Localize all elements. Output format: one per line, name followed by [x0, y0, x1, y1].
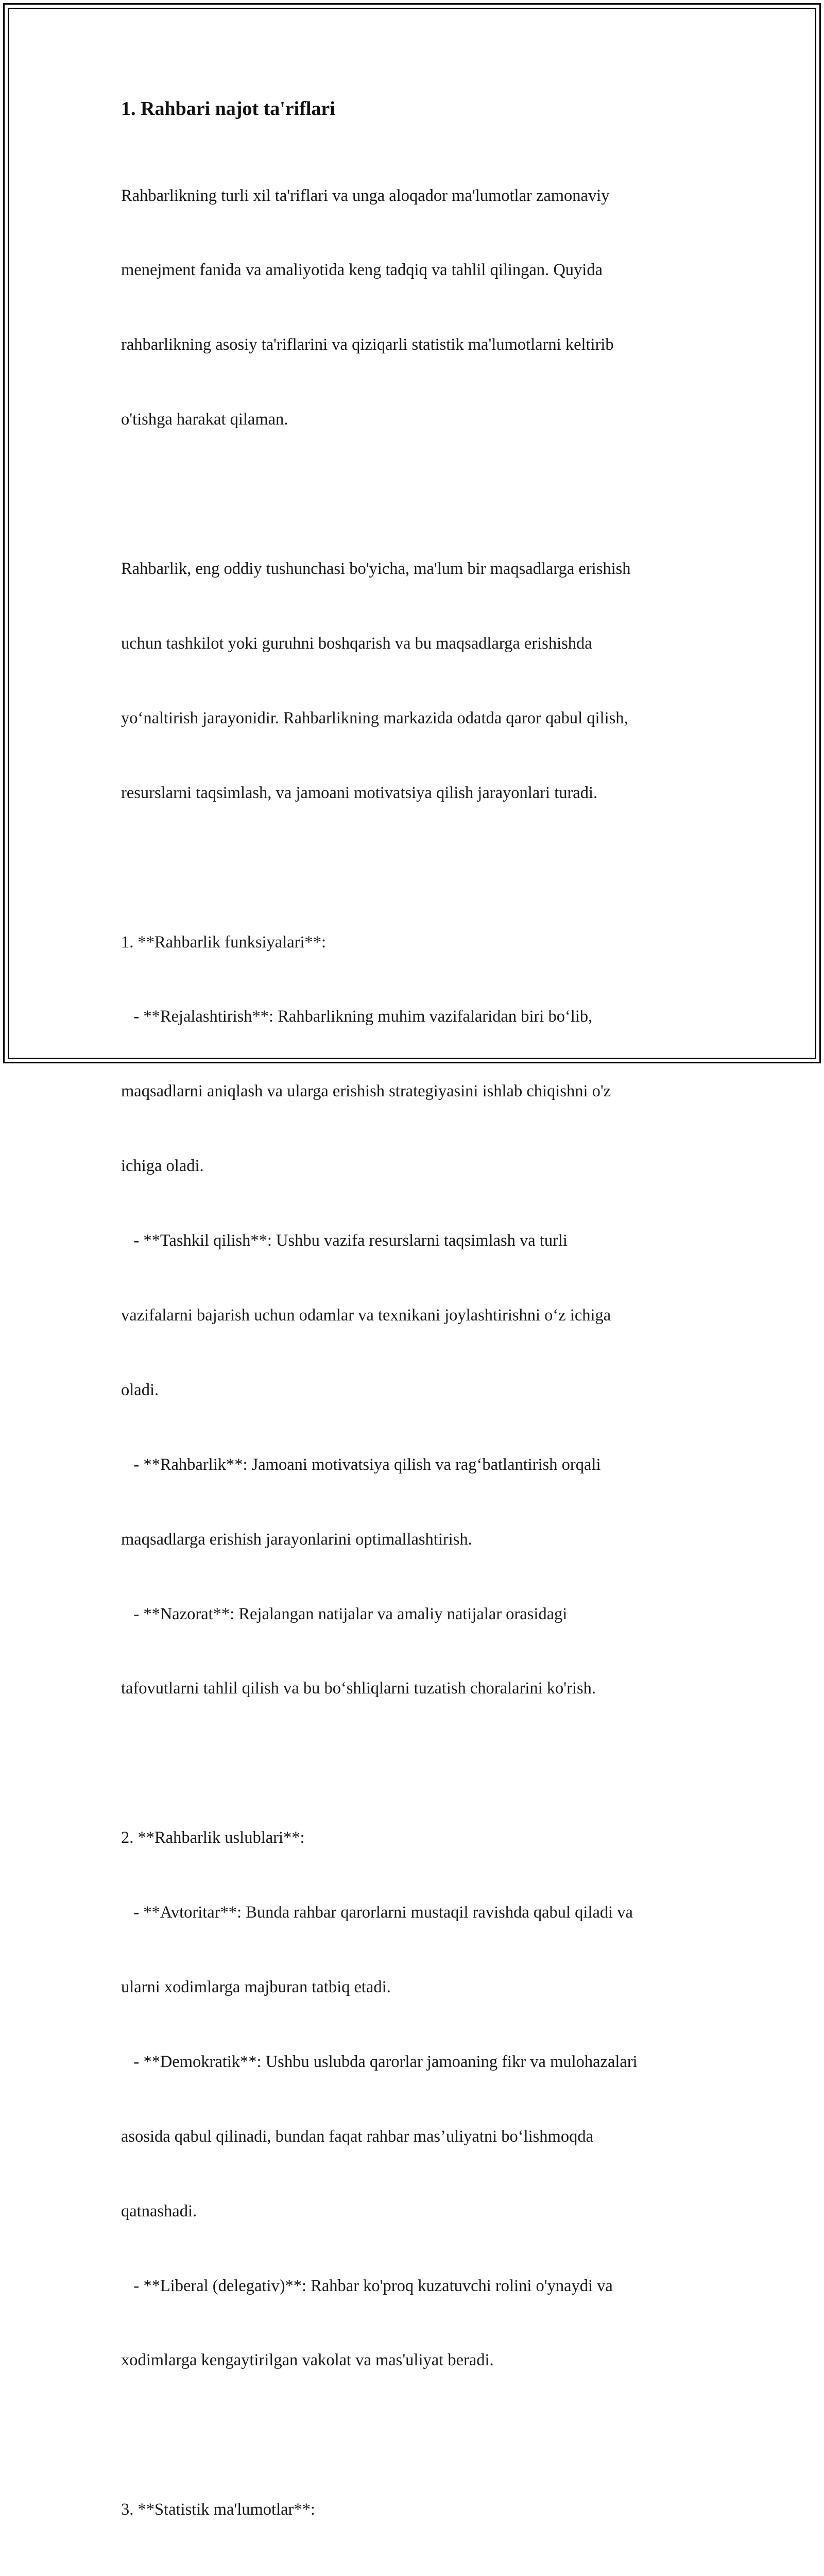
paragraph-functions: [121, 880, 718, 1751]
text-line: ularni xodimlarga majburan tatbiq etadi.: [121, 1977, 391, 1996]
list-item: - **Nazorat**: Rejalangan natijalar va amaliy natijalar orasidagi: [121, 1604, 568, 1623]
text-line: o'tishga harakat qilaman.: [121, 410, 288, 429]
text-line: maqsadlarni aniqlash va ularga erishish strategiyasini ishlab chiqishni o'z: [121, 1082, 611, 1101]
list-item: [121, 2572, 718, 2576]
list-item: - **Liberal (delegativ)**: Rahbar ko'proq kuzatuvchi rolini o'ynaydi va: [121, 2276, 613, 2295]
paragraph-intro: [121, 133, 718, 482]
text-line: maqsadlarga erishish jarayonlarini optimallashtirish.: [121, 1530, 472, 1549]
text-line: rahbarlikning asosiy ta'riflarini va qiziqarli statistik ma'lumotlarni keltirib: [121, 335, 614, 354]
text-line: Rahbarlikning turli xil ta'riflari va unga aloqador ma'lumotlar zamonaviy: [121, 186, 610, 205]
paragraph-statistics: [121, 2448, 718, 2576]
list-item: - **Tashkil qilish**: Ushbu vazifa resurslarni taqsimlash va turli: [121, 1231, 568, 1250]
text-line: xodimlarga kengaytirilgan vakolat va mas'uliyat beradi.: [121, 2351, 494, 2370]
text-line: asosida qabul qilinadi, bundan faqat rahbar mas’uliyatni bo‘lishmoqda: [121, 2127, 593, 2146]
text-line: oladi.: [121, 1380, 159, 1399]
text-line: ichiga oladi.: [121, 1157, 204, 1176]
list-item: - **Rejalashtirish**: Rahbarlikning muhim vazifalaridan biri bo‘lib,: [121, 1007, 593, 1026]
list-item: - **Demokratik**: Ushbu uslubda qarorlar jamoaning fikr va mulohazalari: [121, 2052, 638, 2071]
text-line: yo‘naltirish jarayonidir. Rahbarlikning markazida odatda qaror qabul qilish,: [121, 708, 628, 727]
paragraph-styles: [121, 1776, 718, 2423]
text-line: resurslarni taqsimlash, va jamoani motivatsiya qilish jarayonlari turadi.: [121, 783, 598, 802]
list-item: - **Avtoritar**: Bunda rahbar qarorlarni mustaqil ravishda qabul qiladi va: [121, 1903, 633, 1922]
text-line: tafovutlarni tahlil qilish va bu bo‘shliqlarni tuzatish choralarini ko'rish.: [121, 1679, 596, 1698]
list-heading: 3. **Statistik ma'lumotlar**:: [121, 2500, 315, 2519]
text-line: qatnashadi.: [121, 2201, 197, 2221]
list-heading: 2. **Rahbarlik uslublari**:: [121, 1828, 305, 1848]
section-heading: 1. Rahbari najot ta'riflari: [121, 98, 335, 120]
list-item: - **Rahbarlik**: Jamoani motivatsiya qilish va rag‘batlantirish orqali: [121, 1455, 601, 1474]
text-line: Rahbarlik, eng oddiy tushunchasi bo'yicha, ma'lum bir maqsadlarga erishish: [121, 560, 631, 579]
text-line: uchun tashkilot yoki guruhni boshqarish va bu maqsadlarga erishishda: [121, 634, 592, 653]
paragraph-definition: [121, 506, 718, 855]
document-body: [121, 95, 718, 2576]
text-line: vazifalarni bajarish uchun odamlar va texnikani joylashtirishni o‘z ichiga: [121, 1306, 611, 1325]
list-heading: 1. **Rahbarlik funksiyalari**:: [121, 933, 327, 952]
text-line: menejment fanida va amaliyotida keng tadqiq va tahlil qilingan. Quyida: [121, 261, 603, 280]
